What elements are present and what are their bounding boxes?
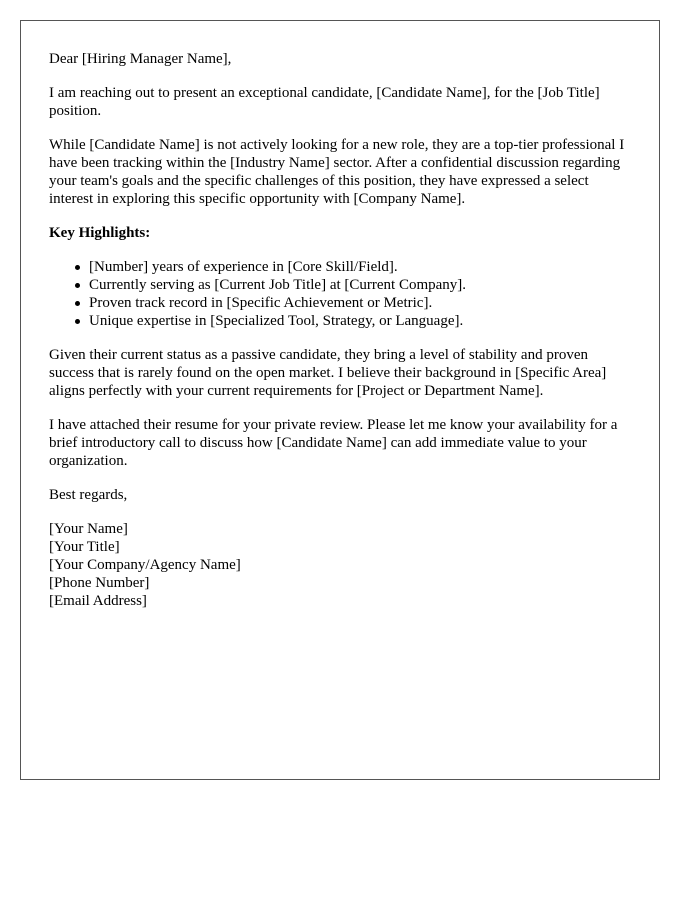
highlight-item [89, 294, 631, 312]
highlight-item [89, 276, 631, 294]
highlight-text: Unique expertise in [Specialized Tool, Strategy, or Language]. [89, 313, 464, 329]
bullet-icon [75, 319, 80, 324]
greeting: Dear [Hiring Manager Name], [49, 51, 232, 67]
bullet-icon [75, 283, 80, 288]
signature-phone: [Phone Number] [49, 575, 150, 591]
call-to-action-paragraph: I have attached their resume for your private review. Please let me know your availability for a brief introductory call to discuss how [Candidate Name] can add immediate value to your organization. [49, 417, 618, 469]
highlight-item [89, 258, 631, 276]
signature-title: [Your Title] [49, 539, 120, 555]
highlight-item [89, 312, 631, 330]
highlights-list [49, 258, 631, 330]
signature-company: [Your Company/Agency Name] [49, 557, 241, 573]
bullet-icon [75, 265, 80, 270]
letter-page [20, 20, 660, 780]
signature-block [49, 520, 631, 610]
passive-candidate-paragraph: Given their current status as a passive candidate, they bring a level of stability and proven success that is rarely found on the open market. I believe their background in [Specific Area] aligns perfectly with your current requirements for [Project or Department Name]. [49, 347, 607, 399]
highlight-text: Currently serving as [Current Job Title] at [Current Company]. [89, 277, 467, 293]
highlight-text: Proven track record in [Specific Achievement or Metric]. [89, 295, 433, 311]
highlights-heading: Key Highlights: [49, 225, 151, 241]
signature-name: [Your Name] [49, 521, 128, 537]
highlight-text: [Number] years of experience in [Core Skill/Field]. [89, 259, 398, 275]
signature-email: [Email Address] [49, 593, 147, 609]
sign-off: Best regards, [49, 487, 128, 503]
background-paragraph: While [Candidate Name] is not actively looking for a new role, they are a top-tier professional I have been tracking within the [Industry Name] sector. After a confidential discussion regarding your team's goals and the specific challenges of this position, they have expressed a select interest in exploring this specific opportunity with [Company Name]. [49, 137, 625, 207]
intro-paragraph: I am reaching out to present an exceptional candidate, [Candidate Name], for the [Job Title] position. [49, 85, 600, 119]
bullet-icon [75, 301, 80, 306]
